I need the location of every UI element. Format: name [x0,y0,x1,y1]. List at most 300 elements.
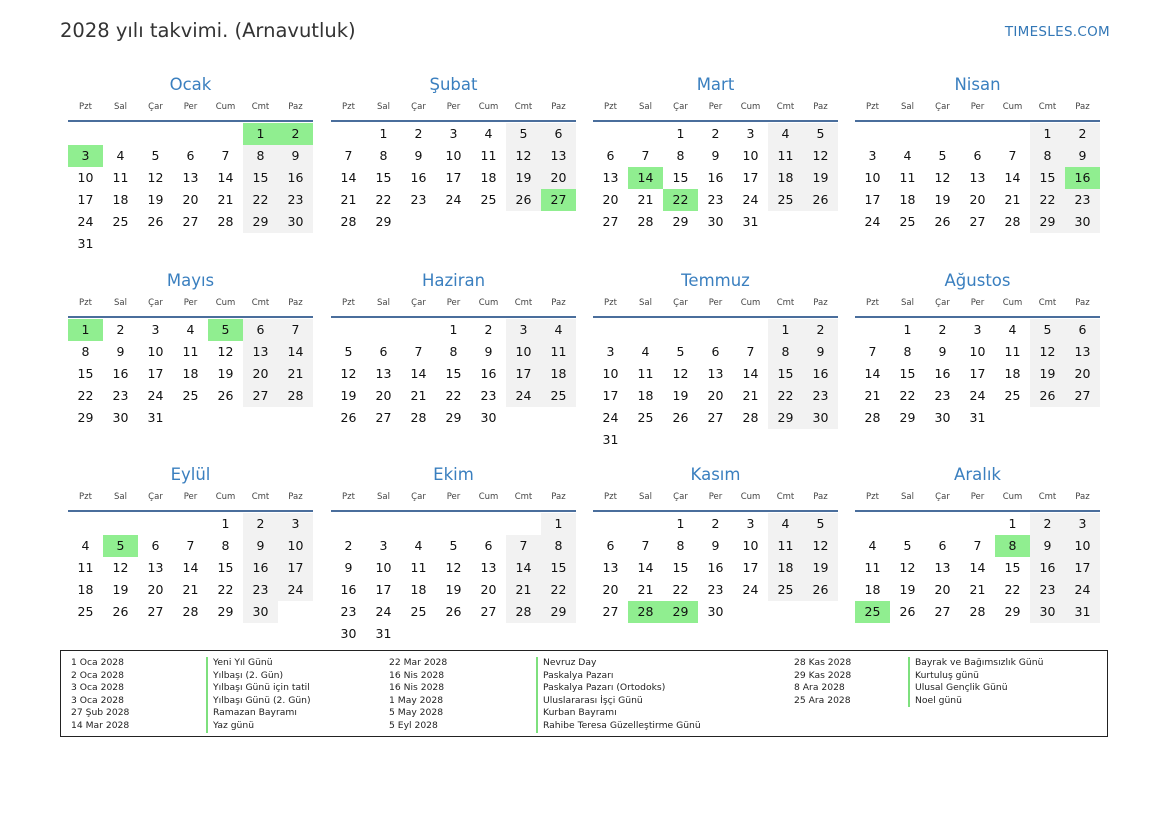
weekday-label: Cum [215,492,236,502]
day-cell: 7 [506,535,541,557]
day-cell: 2 [711,516,720,531]
day-cell: 30 [340,626,357,641]
weekday-label: Paz [288,102,303,112]
day-cell: 12 [506,145,541,167]
weekday-label: Paz [551,102,566,112]
day-cell: 28 [969,604,986,619]
weekday-label: Per [708,298,723,308]
day-cell: 19 [147,192,164,207]
day-cell: 5 [803,123,838,145]
day-cell: 21 [864,388,881,403]
day-cell: 9 [938,344,947,359]
empty-cell [401,319,436,341]
day-cell: 18 [768,167,803,189]
day-cell: 11 [541,341,576,363]
weekday-label: Sal [639,492,652,502]
day-cell: 22 [375,192,392,207]
day-cell: 7 [1008,148,1017,163]
month-name: Temmuz [681,271,750,290]
weekday-label: Cum [740,102,761,112]
weekday-label: Per [183,298,198,308]
day-cell: 15 [899,366,916,381]
day-cell: 12 [672,366,689,381]
empty-cell [401,513,436,535]
day-cell: 16 [410,170,427,185]
day-cell: 14 [864,366,881,381]
day-cell: 9 [116,344,125,359]
day-cell: 4 [186,322,195,337]
day-cell: 11 [637,366,654,381]
day-cell: 1 [541,513,576,535]
day-cell: 11 [1004,344,1021,359]
legend-holiday-name: Yaz günü [206,720,311,733]
weekday-label: Pzt [342,492,355,502]
weekday-label: Çar [148,492,163,502]
legend-date: 27 Şub 2028 [71,707,130,719]
day-cell: 24 [506,385,541,407]
month-6 [331,270,576,429]
day-cell: 6 [606,538,615,553]
legend-holiday-name: Noel günü [908,695,1043,708]
month-2 [331,74,576,233]
weekday-label: Cum [478,102,499,112]
legend-date: 1 Oca 2028 [71,657,124,668]
day-cell: 13 [1065,341,1100,363]
day-cell: 22 [768,385,803,407]
empty-cell [663,319,698,341]
legend-date: 28 Kas 2028 [794,657,852,668]
brand-link[interactable]: TIMESLES.COM [1004,24,1110,40]
day-cell: 5 [151,148,160,163]
weekday-header [855,490,1100,512]
day-cell: 6 [606,148,615,163]
day-cell: 18 [112,192,129,207]
day-grid [68,319,313,429]
empty-cell [506,513,541,535]
weekday-header [68,296,313,318]
day-cell: 9 [344,560,353,575]
weekday-label: Cmt [1038,102,1057,112]
weekday-label: Sal [114,492,127,502]
month-name: Ocak [169,75,212,94]
day-cell: 14 [969,560,986,575]
month-1 [68,74,313,255]
page-title: 2028 yılı takvimi. (Arnavutluk) [60,19,356,42]
day-cell: 21 [969,582,986,597]
day-cell: 24 [864,214,881,229]
day-cell: 13 [480,560,497,575]
day-cell: 26 [340,410,357,425]
day-cell: 4 [541,319,576,341]
holiday-day-cell: 27 [541,189,576,211]
day-cell: 29 [1004,604,1021,619]
day-cell: 30 [1030,601,1065,623]
day-cell: 31 [375,626,392,641]
day-cell: 4 [903,148,912,163]
day-cell: 18 [541,363,576,385]
day-cell: 6 [711,344,720,359]
legend-date: 3 Oca 2028 [71,682,124,694]
day-cell: 7 [641,538,650,553]
day-cell: 30 [1065,211,1100,233]
day-cell: 8 [81,344,90,359]
weekday-label: Pzt [342,102,355,112]
day-cell: 21 [217,192,234,207]
legend-names-col-2 [536,657,701,733]
weekday-label: Sal [377,298,390,308]
day-cell: 12 [217,344,234,359]
day-cell: 10 [1065,535,1100,557]
day-grid [593,123,838,233]
day-cell: 11 [77,560,94,575]
day-cell: 2 [1065,123,1100,145]
weekday-label: Paz [551,492,566,502]
day-cell: 23 [243,579,278,601]
weekday-label: Çar [411,492,426,502]
day-cell: 27 [602,214,619,229]
day-cell: 26 [445,604,462,619]
weekday-label: Pzt [342,298,355,308]
day-cell: 23 [803,385,838,407]
day-cell: 16 [340,582,357,597]
legend-date: 5 Eyl 2028 [389,719,438,731]
day-cell: 2 [414,126,423,141]
day-cell: 1 [1008,516,1017,531]
weekday-header [593,490,838,512]
weekday-label: Pzt [866,298,879,308]
weekday-label: Paz [1075,492,1090,502]
weekday-label: Per [970,102,985,112]
day-cell: 29 [672,214,689,229]
day-cell: 4 [768,123,803,145]
empty-cell [855,513,890,535]
day-cell: 30 [707,604,724,619]
day-cell: 20 [969,192,986,207]
day-cell: 9 [803,341,838,363]
day-cell: 8 [676,538,685,553]
empty-cell [68,123,103,145]
day-cell: 8 [221,538,230,553]
day-cell: 23 [707,192,724,207]
day-cell: 29 [445,410,462,425]
weekday-label: Cmt [251,102,270,112]
day-cell: 29 [375,214,392,229]
day-cell: 22 [77,388,94,403]
day-cell: 6 [151,538,160,553]
month-name: Nisan [954,75,1001,94]
day-cell: 20 [182,192,199,207]
day-cell: 23 [1065,189,1100,211]
day-cell: 1 [449,322,458,337]
weekday-label: Pzt [79,102,92,112]
day-cell: 23 [112,388,129,403]
day-cell: 9 [414,148,423,163]
weekday-label: Cum [478,492,499,502]
day-cell: 9 [484,344,493,359]
day-cell: 31 [969,410,986,425]
day-cell: 7 [278,319,313,341]
day-cell: 23 [340,604,357,619]
day-cell: 17 [742,560,759,575]
day-cell: 24 [742,192,759,207]
empty-cell [331,123,366,145]
day-cell: 30 [480,410,497,425]
day-cell: 26 [147,214,164,229]
legend-holiday-name: Yeni Yıl Günü [206,657,311,670]
weekday-label: Per [446,298,461,308]
legend-dates-col-1 [71,657,129,733]
day-cell: 13 [602,170,619,185]
day-cell: 24 [602,410,619,425]
day-cell: 11 [410,560,427,575]
day-cell: 20 [934,582,951,597]
day-cell: 3 [278,513,313,535]
day-cell: 26 [899,604,916,619]
day-cell: 8 [541,535,576,557]
day-cell: 28 [742,410,759,425]
day-cell: 7 [186,538,195,553]
weekday-label: Sal [901,492,914,502]
empty-cell [733,319,768,341]
weekday-label: Sal [639,298,652,308]
weekday-label: Pzt [604,102,617,112]
weekday-label: Paz [1075,298,1090,308]
day-cell: 18 [1004,366,1021,381]
day-cell: 10 [969,344,986,359]
weekday-label: Per [446,102,461,112]
day-cell: 30 [278,211,313,233]
day-cell: 5 [344,344,353,359]
weekday-label: Sal [377,102,390,112]
day-cell: 25 [480,192,497,207]
day-cell: 17 [506,363,541,385]
day-cell: 13 [934,560,951,575]
day-cell: 2 [803,319,838,341]
day-cell: 4 [1008,322,1017,337]
day-cell: 11 [864,560,881,575]
day-cell: 12 [803,535,838,557]
weekday-label: Paz [288,492,303,502]
day-grid [855,319,1100,429]
day-cell: 28 [637,214,654,229]
day-cell: 13 [969,170,986,185]
day-cell: 21 [278,363,313,385]
weekday-header [331,296,576,318]
day-cell: 20 [541,167,576,189]
day-cell: 12 [899,560,916,575]
holiday-day-cell: 5 [208,319,243,341]
month-12 [855,464,1100,623]
day-cell: 19 [112,582,129,597]
day-cell: 24 [375,604,392,619]
weekday-label: Cmt [776,492,795,502]
empty-cell [331,513,366,535]
day-cell: 17 [147,366,164,381]
day-cell: 8 [903,344,912,359]
day-cell: 1 [903,322,912,337]
day-cell: 21 [1004,192,1021,207]
day-cell: 19 [217,366,234,381]
legend-dates-col-2 [389,657,447,733]
day-cell: 3 [868,148,877,163]
day-cell: 18 [480,170,497,185]
day-grid [593,319,838,451]
day-grid [593,513,838,623]
day-cell: 25 [768,189,803,211]
empty-cell [593,123,628,145]
day-grid [68,123,313,255]
day-cell: 15 [243,167,278,189]
day-cell: 20 [707,388,724,403]
day-cell: 28 [410,410,427,425]
day-cell: 9 [1065,145,1100,167]
weekday-label: Çar [411,102,426,112]
day-cell: 18 [637,388,654,403]
weekday-label: Sal [901,102,914,112]
day-cell: 1 [676,126,685,141]
weekday-header [855,100,1100,122]
day-cell: 13 [707,366,724,381]
legend-date: 16 Nis 2028 [389,682,445,694]
day-cell: 6 [541,123,576,145]
legend-date: 2 Oca 2028 [71,669,124,681]
empty-cell [471,513,506,535]
day-cell: 14 [410,366,427,381]
day-cell: 24 [969,388,986,403]
day-cell: 30 [707,214,724,229]
day-cell: 14 [217,170,234,185]
weekday-label: Cmt [1038,298,1057,308]
day-cell: 21 [637,192,654,207]
day-cell: 12 [934,170,951,185]
day-cell: 10 [278,535,313,557]
day-cell: 15 [768,363,803,385]
day-cell: 29 [899,410,916,425]
day-cell: 22 [541,579,576,601]
empty-cell [628,319,663,341]
day-cell: 27 [480,604,497,619]
month-8 [855,270,1100,429]
day-cell: 24 [742,582,759,597]
weekday-label: Per [183,492,198,502]
day-cell: 28 [182,604,199,619]
empty-cell [173,513,208,535]
month-name: Eylül [170,465,211,484]
day-cell: 13 [243,341,278,363]
day-cell: 19 [445,582,462,597]
day-cell: 27 [1065,385,1100,407]
weekday-label: Cmt [514,102,533,112]
weekday-label: Paz [813,492,828,502]
day-cell: 25 [899,214,916,229]
legend-holiday-name: Bayrak ve Bağımsızlık Günü [908,657,1043,670]
day-cell: 31 [602,432,619,447]
day-cell: 3 [449,126,458,141]
day-cell: 28 [217,214,234,229]
day-cell: 3 [606,344,615,359]
holiday-day-cell: 5 [103,535,138,557]
day-cell: 8 [676,148,685,163]
legend-dates-col-3 [794,657,851,707]
weekday-label: Per [708,102,723,112]
weekday-label: Sal [114,102,127,112]
day-cell: 14 [742,366,759,381]
day-cell: 16 [707,170,724,185]
day-cell: 6 [484,538,493,553]
weekday-label: Pzt [79,492,92,502]
day-cell: 3 [746,516,755,531]
weekday-label: Cum [740,492,761,502]
day-cell: 22 [672,582,689,597]
holiday-day-cell: 3 [68,145,103,167]
weekday-header [68,490,313,512]
legend-date: 29 Kas 2028 [794,669,852,681]
day-cell: 31 [742,214,759,229]
holiday-day-cell: 8 [995,535,1030,557]
day-cell: 19 [340,388,357,403]
day-cell: 15 [445,366,462,381]
month-name: Kasım [690,465,741,484]
day-cell: 28 [506,601,541,623]
empty-cell [995,123,1030,145]
month-name: Haziran [421,271,486,290]
day-cell: 16 [278,167,313,189]
day-cell: 27 [375,410,392,425]
day-cell: 14 [340,170,357,185]
empty-cell [628,123,663,145]
day-cell: 8 [379,148,388,163]
day-cell: 26 [112,604,129,619]
day-cell: 17 [445,170,462,185]
day-cell: 27 [602,604,619,619]
holiday-day-cell: 28 [628,601,663,623]
day-cell: 20 [375,388,392,403]
day-cell: 17 [864,192,881,207]
day-cell: 13 [147,560,164,575]
day-cell: 30 [112,410,129,425]
day-cell: 7 [221,148,230,163]
day-cell: 22 [899,388,916,403]
legend-holiday-name: Kurban Bayramı [536,707,701,720]
day-cell: 12 [340,366,357,381]
day-cell: 11 [899,170,916,185]
day-cell: 4 [641,344,650,359]
legend-date: 16 Nis 2028 [389,669,445,681]
month-3 [593,74,838,233]
day-cell: 4 [414,538,423,553]
empty-cell [960,123,995,145]
holiday-day-cell: 22 [663,189,698,211]
day-cell: 25 [1004,388,1021,403]
day-cell: 4 [484,126,493,141]
legend-names-col-1 [206,657,311,733]
day-cell: 6 [938,538,947,553]
empty-cell [138,513,173,535]
day-cell: 15 [1004,560,1021,575]
day-cell: 19 [899,582,916,597]
weekday-label: Çar [935,298,950,308]
day-cell: 20 [480,582,497,597]
holiday-day-cell: 1 [68,319,103,341]
day-cell: 20 [602,192,619,207]
day-cell: 27 [243,385,278,407]
day-cell: 26 [934,214,951,229]
weekday-label: Pzt [79,298,92,308]
day-cell: 27 [147,604,164,619]
legend-holiday-name: Paskalya Pazarı [536,670,701,683]
day-cell: 22 [1004,582,1021,597]
day-cell: 23 [480,388,497,403]
